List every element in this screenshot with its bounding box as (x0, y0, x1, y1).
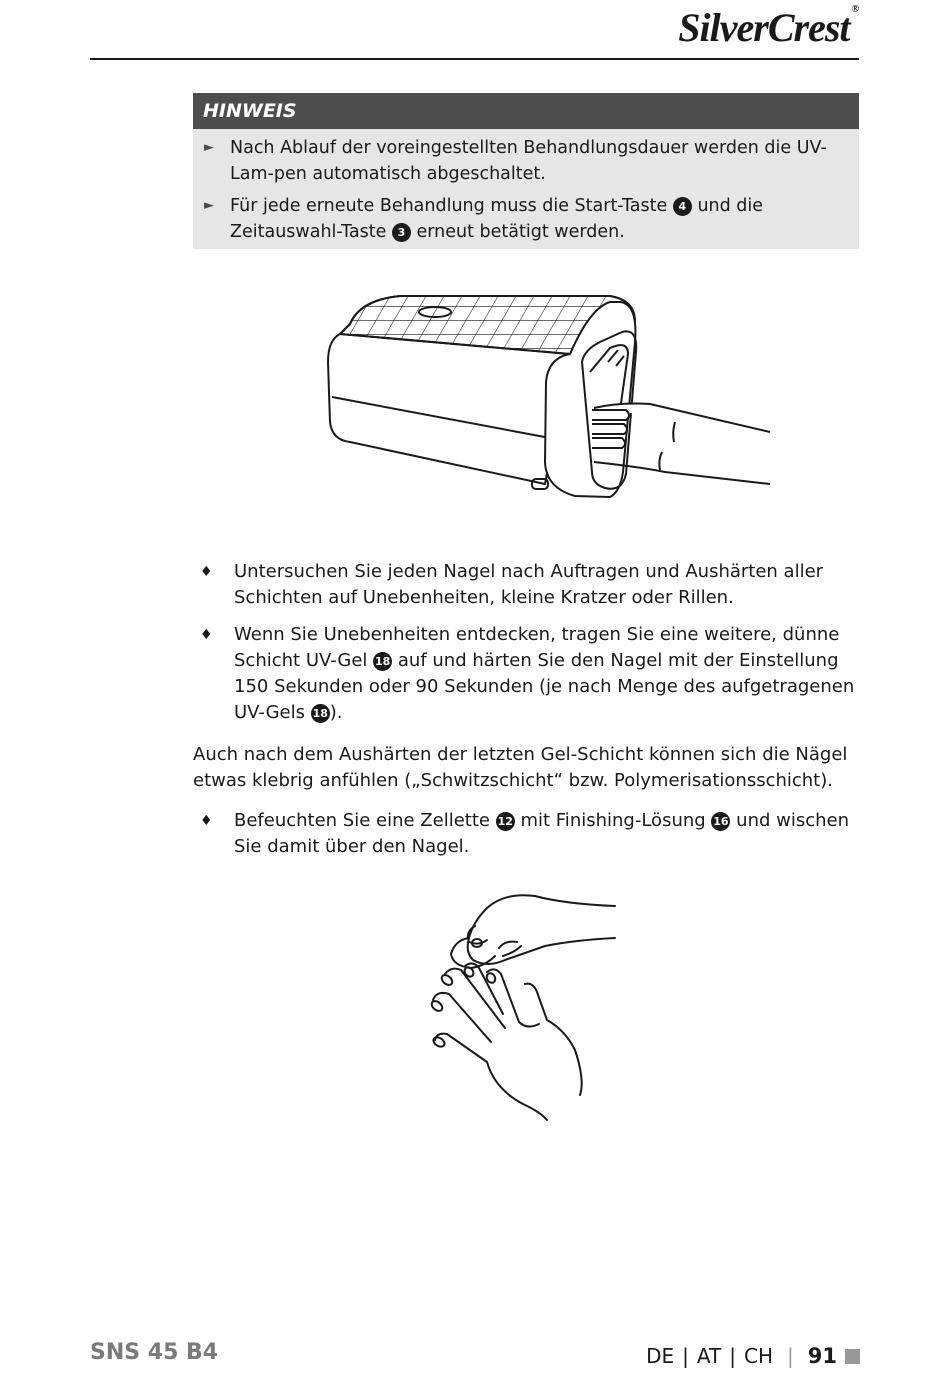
triangle-bullet-icon: ► (204, 198, 214, 213)
part-number-badge: 3 (392, 223, 411, 242)
brand-logo: SilverCrest ® (678, 4, 858, 50)
part-number-badge: 12 (496, 812, 515, 831)
uv-lamp-illustration (320, 292, 780, 504)
part-number-badge: 18 (311, 704, 330, 723)
part-number-badge: 18 (373, 652, 392, 671)
list-item: ♦ Befeuchten Sie eine Zellette 12 mit Finishing-Lösung 16 und wischen Sie damit über den Nagel. (200, 810, 850, 857)
list-item: ♦ Untersuchen Sie jeden Nagel nach Auftragen und Aushärten aller Schichten auf Unebenheiten, kleine Kratzer oder Rillen. (200, 561, 824, 608)
footer-nav: DE | AT | CH | 91 (646, 1344, 860, 1368)
note-item: ► Nach Ablauf der voreingestellten Behandlungsdauer werden die UV-Lam-pen automatisch abgeschaltet. (193, 135, 859, 187)
part-number-badge: 4 (673, 197, 692, 216)
note-item: ► Für jede erneute Behandlung muss die Start-Taste 4 und die Zeitauswahl-Taste 3 erneut betätigt werden. (193, 193, 859, 245)
note-box (193, 93, 859, 249)
model-number: SNS 45 B4 (90, 1340, 219, 1365)
diamond-bullet-icon: ♦ (200, 813, 213, 829)
country-code: CH (744, 1344, 774, 1368)
part-number-badge: 16 (711, 812, 730, 831)
list-item: ♦ Wenn Sie Unebenheiten entdecken, tragen Sie eine weitere, dünne Schicht UV-Gel 18 auf und härten Sie den Nagel mit der Einstellung 150 Sekunden oder 90 Sekunden (je nach Menge des aufgetragenen UV-Gels 18 ). (200, 624, 855, 723)
instruction-list (193, 808, 873, 860)
diamond-bullet-icon: ♦ (200, 564, 213, 580)
instruction-list (193, 559, 873, 726)
country-code: AT (696, 1344, 722, 1368)
diamond-bullet-icon: ♦ (200, 627, 213, 643)
header-rule (90, 58, 859, 60)
square-marker-icon (845, 1349, 860, 1364)
page-number: 91 (807, 1344, 837, 1368)
triangle-bullet-icon: ► (204, 140, 214, 155)
note-title: HINWEIS (193, 93, 859, 129)
country-code: DE (646, 1344, 675, 1368)
body-paragraph: Auch nach dem Aushärten der letzten Gel-Schicht können sich die Nägel etwas klebrig anfühlen („Schwitzschicht“ bzw. Polymerisationsschicht). (193, 744, 848, 791)
nail-wipe-illustration (425, 890, 620, 1122)
